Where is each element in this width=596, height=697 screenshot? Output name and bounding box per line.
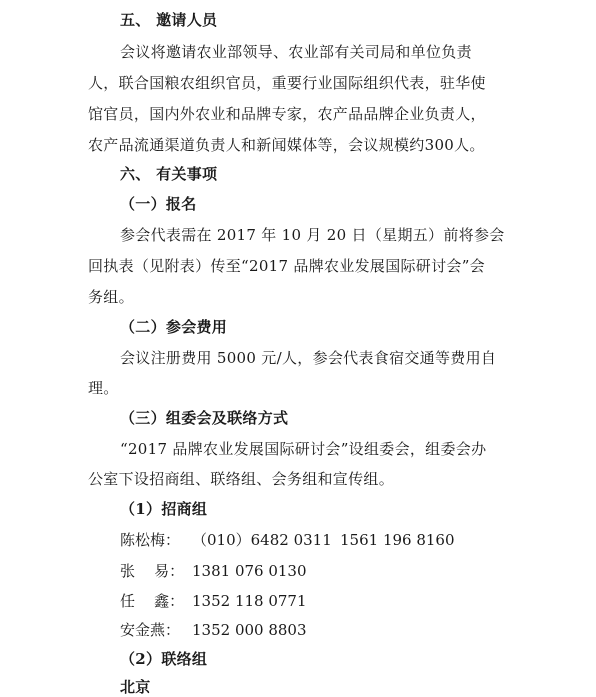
subsection-heading-organizing-committee: （三）组委会及联络方式	[120, 409, 289, 427]
section-heading-invitees: 五、 邀请人员	[120, 11, 218, 29]
paragraph-line: 会议将邀请农业部领导、农业部有关司局和单位负责	[120, 43, 472, 61]
paragraph-line: 理。	[88, 379, 119, 397]
paragraph-line: 公室下设招商组、联络组、会务组和宣传组。	[88, 470, 395, 488]
paragraph-line: 农产品流通渠道负责人和新闻媒体等，会议规模约300人。	[88, 136, 485, 154]
contact-name: 陈松梅：	[120, 531, 181, 549]
paragraph-line: 务组。	[88, 288, 134, 306]
contact-phone: 1352 000 8803	[192, 621, 307, 639]
contact-name: 任 鑫：	[120, 592, 185, 610]
contact-mobile: 1561 196 8160	[340, 531, 455, 549]
paragraph-line: 馆官员，国内外农业和品牌专家，农产品品牌企业负责人，	[88, 105, 486, 123]
contact-phone: 1381 076 0130	[192, 562, 307, 580]
paragraph-line: 会议注册费用 5000 元/人，参会代表食宿交通等费用自	[120, 349, 497, 367]
group-heading-investment: （1）招商组	[120, 500, 208, 518]
subsection-heading-fees: （二）参会费用	[120, 318, 228, 336]
contact-name: 张 易：	[120, 562, 185, 580]
contact-phone: 1352 118 0771	[192, 592, 307, 610]
paragraph-line: “2017 品牌农业发展国际研讨会”设组委会，组委会办	[120, 440, 487, 458]
paragraph-line: 回执表（见附表）传至“2017 品牌农业发展国际研讨会”会	[88, 257, 485, 275]
group-heading-liaison: （2）联络组	[120, 650, 208, 668]
paragraph-line: 参会代表需在 2017 年 10 月 20 日（星期五）前将参会	[120, 226, 505, 244]
section-heading-related-matters: 六、 有关事项	[120, 165, 218, 183]
subsection-heading-registration: （一）报名	[120, 195, 197, 213]
contact-name: 安金燕：	[120, 621, 181, 639]
paragraph-line: 人，联合国粮农组织官员，重要行业国际组织代表，驻华使	[88, 74, 486, 92]
city-label: 北京	[120, 678, 151, 696]
contact-phone: （010）6482 0311	[192, 531, 332, 549]
